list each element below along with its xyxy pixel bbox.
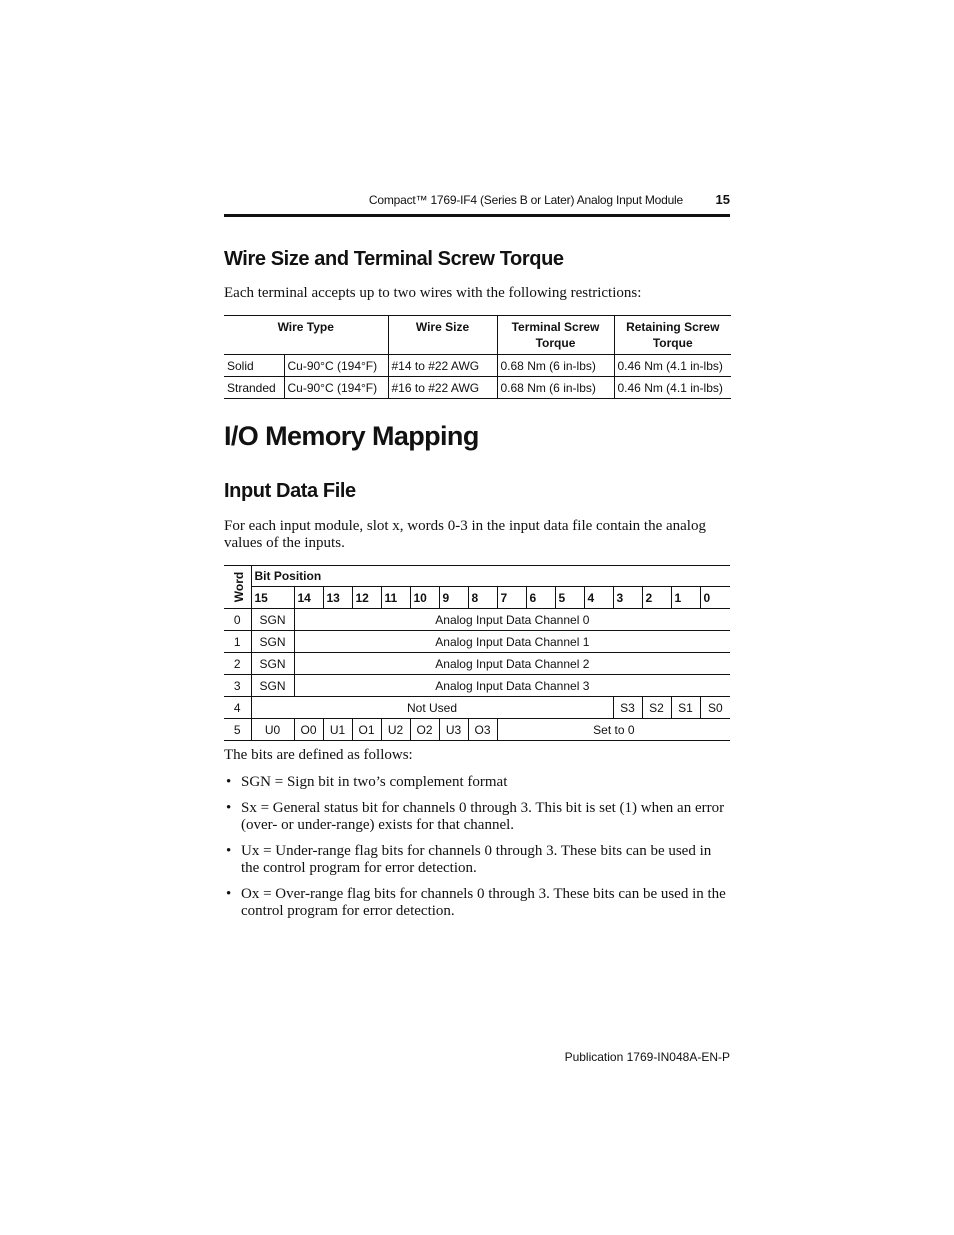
cell: 0.68 Nm (6 in-lbs) [497, 355, 614, 377]
definitions-intro: The bits are defined as follows: [224, 747, 413, 763]
sign-bit: SGN [251, 653, 294, 675]
flag-bit: O0 [294, 719, 323, 741]
cell: #14 to #22 AWG [388, 355, 497, 377]
word-number: 2 [224, 653, 251, 675]
status-bit: S2 [642, 697, 671, 719]
bit-header: 1 [671, 587, 700, 609]
bit-header: 9 [439, 587, 468, 609]
cell: 0.46 Nm (4.1 in-lbs) [614, 377, 731, 399]
bit-position-row [224, 566, 730, 587]
bit-numbers-row [224, 587, 730, 609]
bit-header: 13 [323, 587, 352, 609]
word-column-header [224, 566, 251, 609]
definition-text: SGN = Sign bit in two’s complement format [241, 774, 508, 790]
list-item [224, 774, 730, 791]
page-header [224, 190, 730, 210]
table-row [224, 355, 731, 377]
cell: Cu-90°C (194°F) [284, 355, 388, 377]
channel-data: Analog Input Data Channel 3 [294, 675, 730, 697]
set-to-zero: Set to 0 [497, 719, 730, 741]
flag-bit: U3 [439, 719, 468, 741]
table-row [224, 377, 731, 399]
table-row [224, 631, 730, 653]
col-terminal-torque: Terminal Screw Torque [497, 316, 614, 355]
flag-bit: O3 [468, 719, 497, 741]
bit-header: 6 [526, 587, 555, 609]
bit-header: 3 [613, 587, 642, 609]
bit-header: 14 [294, 587, 323, 609]
word-number: 5 [224, 719, 251, 741]
list-item [224, 843, 730, 877]
channel-data: Analog Input Data Channel 2 [294, 653, 730, 675]
wire-section-intro: Each terminal accepts up to two wires with the following restrictions: [224, 285, 642, 301]
bit-header: 5 [555, 587, 584, 609]
sign-bit: SGN [251, 631, 294, 653]
sign-bit: SGN [251, 609, 294, 631]
footer-publication: Publication 1769-IN048A-EN-P [564, 1050, 730, 1064]
cell: Cu-90°C (194°F) [284, 377, 388, 399]
bit-header: 7 [497, 587, 526, 609]
bit-header: 12 [352, 587, 381, 609]
word-number: 3 [224, 675, 251, 697]
page-number: 15 [715, 192, 730, 207]
list-item [224, 886, 730, 920]
not-used: Not Used [251, 697, 613, 719]
bullet-icon: • [226, 800, 232, 816]
table-row [224, 609, 730, 631]
bit-position-label: Bit Position [251, 566, 730, 587]
io-section-heading: I/O Memory Mapping [224, 421, 479, 451]
wire-table-header [224, 316, 731, 355]
definition-text: Ux = Under-range flag bits for channels 0 through 3. These bits can be used in the control program for error detection. [241, 843, 712, 876]
status-bit: S0 [700, 697, 730, 719]
word-number: 1 [224, 631, 251, 653]
flag-bit: U1 [323, 719, 352, 741]
flag-bit: U2 [381, 719, 410, 741]
word-number: 0 [224, 609, 251, 631]
cell: 0.46 Nm (4.1 in-lbs) [614, 355, 731, 377]
definitions-list [224, 774, 730, 929]
channel-data: Analog Input Data Channel 0 [294, 609, 730, 631]
word-label: Word [232, 571, 247, 603]
channel-data: Analog Input Data Channel 1 [294, 631, 730, 653]
word-number: 4 [224, 697, 251, 719]
table-row [224, 697, 730, 719]
bullet-icon: • [226, 774, 232, 790]
input-data-table [224, 565, 730, 741]
list-item [224, 800, 730, 834]
cell: 0.68 Nm (6 in-lbs) [497, 377, 614, 399]
table-row [224, 653, 730, 675]
col-retaining-torque: Retaining Screw Torque [614, 316, 731, 355]
status-bit: S1 [671, 697, 700, 719]
bit-header: 10 [410, 587, 439, 609]
header-title: Compact™ 1769-IF4 (Series B or Later) Analog Input Module [368, 193, 683, 207]
bit-header: 11 [381, 587, 410, 609]
col-wire-type: Wire Type [224, 316, 388, 355]
bit-header: 8 [468, 587, 497, 609]
wire-table [224, 315, 731, 399]
bit-header: 0 [700, 587, 730, 609]
bullet-icon: • [226, 886, 232, 902]
status-bit: S3 [613, 697, 642, 719]
input-data-file-heading: Input Data File [224, 480, 356, 502]
flag-bit: O1 [352, 719, 381, 741]
cell: Solid [224, 355, 284, 377]
definition-text: Sx = General status bit for channels 0 through 3. This bit is set (1) when an error (over- or under-range) exists for that channel. [241, 800, 725, 833]
bit-header: 15 [251, 587, 294, 609]
sign-bit: SGN [251, 675, 294, 697]
wire-section-heading: Wire Size and Terminal Screw Torque [224, 248, 564, 270]
input-data-file-intro: For each input module, slot x, words 0-3 in the input data file contain the analog values of the inputs. [224, 518, 706, 551]
bullet-icon: • [226, 843, 232, 859]
flag-bit: O2 [410, 719, 439, 741]
cell: #16 to #22 AWG [388, 377, 497, 399]
col-wire-size: Wire Size [388, 316, 497, 355]
header-rule [224, 214, 730, 217]
flag-bit: U0 [251, 719, 294, 741]
table-row [224, 719, 730, 741]
cell: Stranded [224, 377, 284, 399]
table-row [224, 675, 730, 697]
bit-header: 2 [642, 587, 671, 609]
definition-text: Ox = Over-range flag bits for channels 0 through 3. These bits can be used in the control program for error detection. [241, 886, 726, 919]
bit-header: 4 [584, 587, 613, 609]
